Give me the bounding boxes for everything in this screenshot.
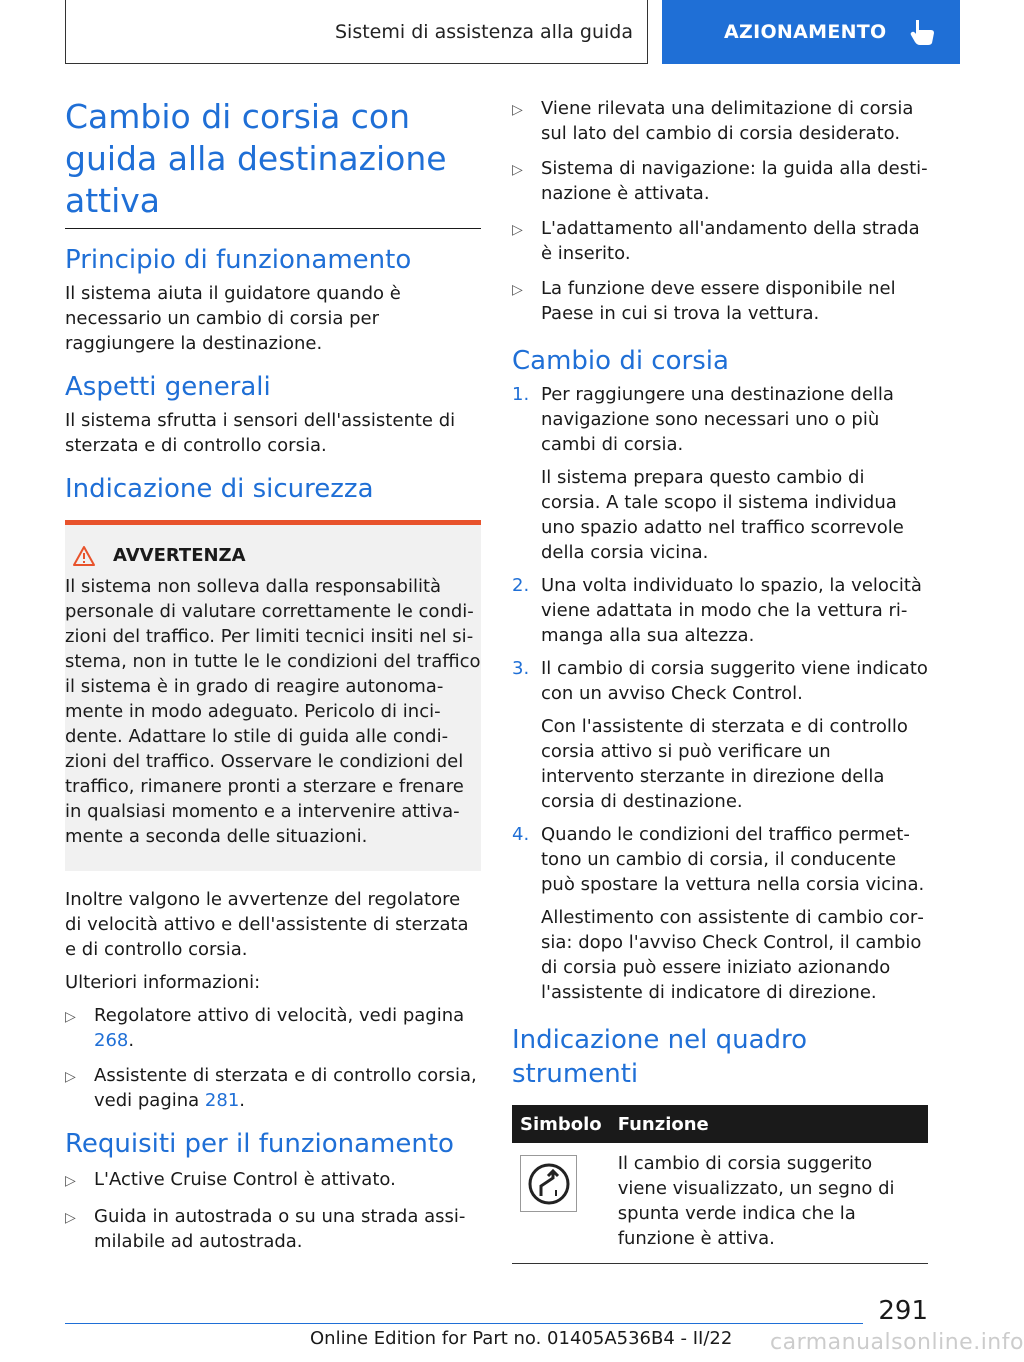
col-function: Funzione <box>610 1105 928 1143</box>
header-chapter-title: AZIONAMENTO <box>724 21 887 43</box>
heading-quadro: Indicazione nel quadro strumenti <box>512 1025 808 1089</box>
title-divider <box>65 228 481 229</box>
heading-principio: Principio di funzionamento <box>65 245 412 275</box>
heading-requisiti: Requisiti per il funzionamento <box>65 1129 454 1159</box>
step-item: 1. Per raggiungere una destinazione della navigazione sono necessari uno o più cambi di corsia. <box>512 384 894 455</box>
header-section <box>65 0 648 64</box>
warning-triangle-icon <box>73 546 95 566</box>
symbol-cell <box>520 1155 577 1212</box>
text-inoltre: Inoltre valgono le avvertenze del regolatore di velocità attivo e dell'assistente di sterzata e di controllo corsia. <box>65 889 469 960</box>
warning-box <box>65 520 481 871</box>
hand-pointer-icon <box>909 18 935 46</box>
list-item: ▷ L'Active Cruise Control è attivato. <box>65 1167 481 1194</box>
bullet-triangle-icon: ▷ <box>65 1173 76 1189</box>
heading-sicurezza: Indicazione di sicurezza <box>65 474 374 504</box>
table-header <box>512 1105 928 1143</box>
step-item: 2. Una volta individuato lo spazio, la velocità viene adattata in modo che la vettura rimanga alla sua altezza. <box>512 575 922 646</box>
function-text: Il cambio di corsia suggerito viene visualizzato, un segno di spunta verde indica che la funzione è attiva. <box>610 1143 928 1264</box>
bullet-triangle-icon: ▷ <box>512 282 523 298</box>
symbol-table <box>512 1105 928 1264</box>
bullet-triangle-icon: ▷ <box>65 1210 76 1226</box>
header-section-title: Sistemi di assistenza alla guida <box>334 20 633 43</box>
text-principio: Il sistema aiuta il guidatore quando è necessario un cambio di corsia per raggiungere la destinazione. <box>65 283 401 354</box>
list-item: ▷ L'adattamento all'andamento della strada è inserito. <box>512 218 920 264</box>
page-link-268[interactable]: 268 <box>94 1030 129 1051</box>
left-column <box>65 96 481 1264</box>
step-note: Il sistema prepara questo cambio di corsia. A tale scopo il sistema individua uno spazio adatto nel traffico scorrevole della corsia vicina. <box>541 467 904 563</box>
list-item: ▷ Guida in autostrada o su una strada assimilabile ad autostrada. <box>65 1206 466 1252</box>
bullet-triangle-icon: ▷ <box>512 162 523 178</box>
bullet-triangle-icon: ▷ <box>512 222 523 238</box>
heading-cambio: Cambio di corsia <box>512 346 729 376</box>
page-link-281[interactable]: 281 <box>204 1090 240 1111</box>
table-row <box>512 1143 928 1264</box>
list-item: ▷ Regolatore attivo di velocità, vedi pagina 268. <box>65 1005 465 1051</box>
page-number: 291 <box>878 1296 928 1326</box>
step-note: Allestimento con assistente di cambio corsia: dopo l'avviso Check Control, il cambio di corsia può essere iniziato azionando l'assistente di indicatore di direzione. <box>541 907 924 1003</box>
warning-label: AVVERTENZA <box>113 545 246 566</box>
step-item: 3. Il cambio di corsia suggerito viene indicato con un avviso Check Control. <box>512 658 928 704</box>
step-note: Con l'assistente di sterzata e di controllo corsia attivo si può verificare un intervento sterzante in direzione della corsia di destinazione. <box>541 716 908 812</box>
bullet-triangle-icon: ▷ <box>512 102 523 118</box>
bullet-triangle-icon: ▷ <box>65 1069 76 1085</box>
bullet-triangle-icon: ▷ <box>65 1009 76 1025</box>
col-symbol: Simbolo <box>512 1105 610 1143</box>
text-aspetti: Il sistema sfrutta i sensori dell'assistente di sterzata e di controllo corsia. <box>65 410 456 456</box>
text-ulteriori: Ulteriori informazioni: <box>65 972 261 993</box>
watermark: carmanualsonline.info <box>770 1330 1024 1355</box>
warning-text: Il sistema non solleva dalla responsabilità personale di valutare correttamente le condizioni del traffico. Per limiti tecnici insiti nel sistema, non in tutte le le condizioni del traffico il sistema è in grado di reagire autonomamente in modo adeguato. Pericolo di incidente. Adattare lo stile di guida alle condizioni del traffico. Osservare le condizioni del traffico, rimanere pronti a sterzare e frenare in qualsiasi momento e a intervenire attivamente a seconda delle situazioni. <box>65 576 481 847</box>
lane-change-icon <box>527 1162 571 1206</box>
list-item: ▷ Viene rilevata una delimitazione di corsia sul lato del cambio di corsia desiderato. <box>512 98 914 144</box>
list-item: ▷ La funzione deve essere disponibile nel Paese in cui si trova la vettura. <box>512 278 896 324</box>
header-chapter <box>662 0 960 64</box>
right-column <box>512 96 928 1264</box>
footer-divider <box>65 1323 863 1324</box>
warning-title <box>73 545 481 566</box>
heading-aspetti: Aspetti generali <box>65 372 271 402</box>
page-title: Cambio di corsia con guida alla destinazione attiva <box>65 97 447 220</box>
list-item: ▷ Assistente di sterzata e di controllo corsia, vedi pagina 281. <box>65 1065 477 1111</box>
list-item: ▷ Sistema di navigazione: la guida alla destinazione è attivata. <box>512 158 928 204</box>
edition-text: Online Edition for Part no. 01405A536B4 - II/22 <box>310 1328 733 1349</box>
step-item: 4. Quando le condizioni del traffico permettono un cambio di corsia, il conducente può spostare la vettura nella corsia vicina. <box>512 824 925 895</box>
